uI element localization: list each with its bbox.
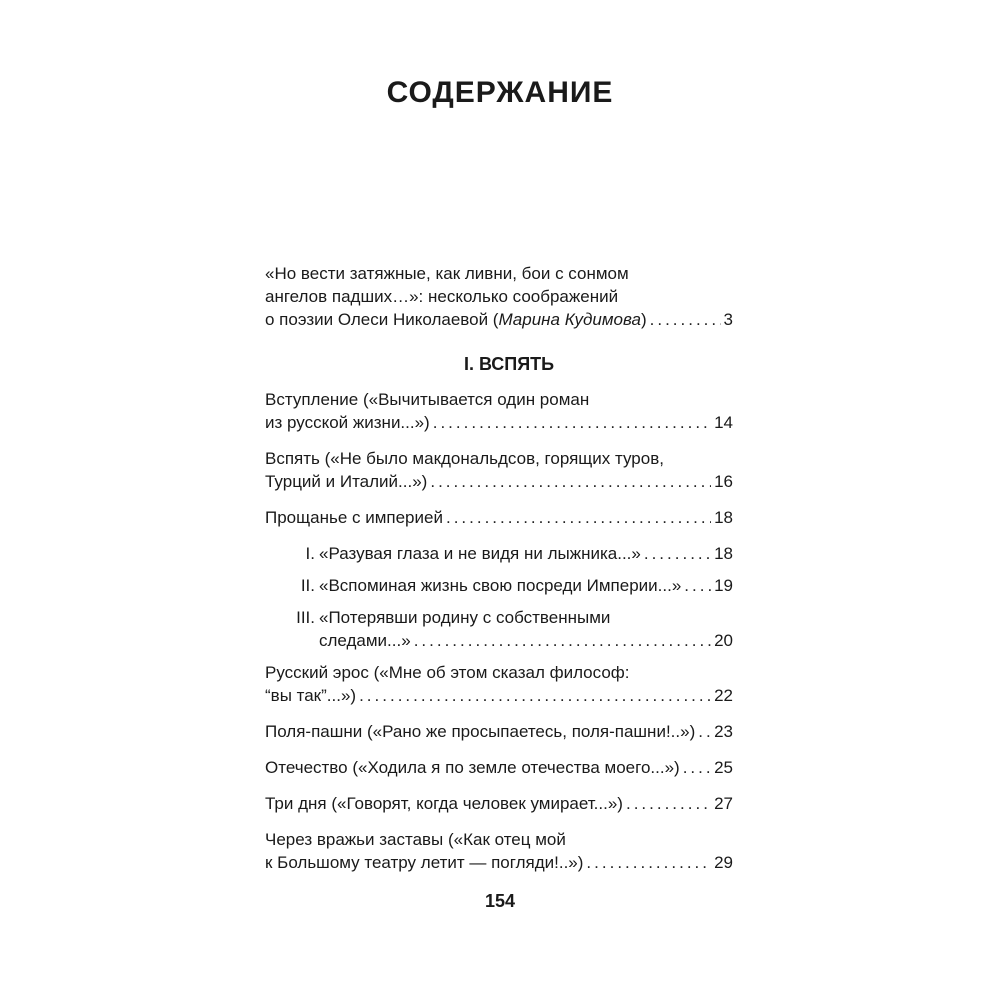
toc-entry-last-line xyxy=(265,506,733,529)
toc-page-number: 19 xyxy=(714,576,733,595)
toc-entry-last-line xyxy=(319,574,733,597)
toc-page-number: 23 xyxy=(714,722,733,741)
dot-leader xyxy=(446,506,711,529)
toc-entry-text: к Большому театру летит — погляди!..») xyxy=(265,853,584,872)
toc-sub-text xyxy=(319,574,733,597)
toc-entry-text: Поля-пашни («Рано же просыпаетесь, поля-пашни!..») xyxy=(265,722,696,741)
toc-page-number: 14 xyxy=(714,413,733,432)
toc-sub-text xyxy=(319,542,733,565)
toc-entry-text: Отечество («Ходила я по земле отечества моего...») xyxy=(265,758,680,777)
toc-page-number: 18 xyxy=(714,544,733,563)
dot-leader xyxy=(644,542,711,565)
toc-entry-last-line xyxy=(265,720,733,743)
section-heading: I. ВСПЯТЬ xyxy=(463,354,555,374)
toc-entry-text: “вы так”...») xyxy=(265,686,357,705)
toc-entry-last-line xyxy=(265,684,733,707)
toc-entry-text: «Разувая глаза и не видя ни лыжника...» xyxy=(319,544,641,563)
toc-sub-entry[interactable] xyxy=(265,542,733,565)
toc-entry[interactable] xyxy=(265,828,733,874)
toc-entry-intro[interactable] xyxy=(265,262,733,331)
section-entries xyxy=(265,388,733,874)
toc-entry-text: из русской жизни...») xyxy=(265,413,430,432)
dot-leader xyxy=(414,629,711,652)
toc-entry-line: ангелов падших…»: несколько соображений xyxy=(265,287,619,306)
toc-entry-last-line xyxy=(265,756,733,779)
dot-leader xyxy=(586,851,711,874)
toc-page-number: 3 xyxy=(723,310,733,329)
dot-leader xyxy=(430,470,711,493)
toc-page-number: 16 xyxy=(714,472,733,491)
dot-leader xyxy=(433,411,711,434)
toc-entry-line: Русский эрос («Мне об этом сказал философ: xyxy=(265,663,630,682)
toc-entry-last-line xyxy=(265,470,733,493)
toc-sub-numeral: III. xyxy=(296,608,315,627)
dot-leader xyxy=(626,792,711,815)
page-title: СОДЕРЖАНИЕ xyxy=(386,76,614,109)
dot-leader xyxy=(698,720,711,743)
toc-entry[interactable] xyxy=(265,792,733,815)
toc-entry-last-line xyxy=(319,542,733,565)
toc-page-number: 27 xyxy=(714,794,733,813)
toc-entry-author: Марина Кудимова xyxy=(498,310,641,329)
footer-page-number: 154 xyxy=(484,891,516,911)
toc-page-number: 22 xyxy=(714,686,733,705)
dot-leader xyxy=(684,574,711,597)
table-of-contents xyxy=(265,262,733,887)
toc-entry-text-prefix: о поэзии Олеси Николаевой ( xyxy=(265,310,499,329)
toc-page-number: 18 xyxy=(714,508,733,527)
toc-entry[interactable] xyxy=(265,506,733,529)
toc-entry-text xyxy=(265,308,647,331)
toc-entry-last-line xyxy=(265,792,733,815)
toc-sub-entry[interactable] xyxy=(265,606,733,652)
toc-sub-text xyxy=(319,606,733,652)
toc-entry-line: «Потерявши родину с собственными xyxy=(319,608,611,627)
toc-page-number: 25 xyxy=(714,758,733,777)
toc-page-number: 20 xyxy=(714,631,733,650)
toc-page-number: 29 xyxy=(714,853,733,872)
toc-entry[interactable] xyxy=(265,447,733,493)
toc-entry-line: «Но вести затяжные, как ливни, бои с сонмом xyxy=(265,264,629,283)
toc-entry-text-suffix: ) xyxy=(640,310,647,329)
toc-entry-text: Три дня («Говорят, когда человек умирает...») xyxy=(265,794,623,813)
toc-entry-text: следами...» xyxy=(319,631,411,650)
dot-leader xyxy=(650,308,721,331)
toc-entry[interactable] xyxy=(265,720,733,743)
toc-sub-entry-body xyxy=(265,542,733,565)
toc-entry[interactable] xyxy=(265,661,733,707)
toc-sub-entry[interactable] xyxy=(265,574,733,597)
toc-entry-line: Через вражьи заставы («Как отец мой xyxy=(265,830,566,849)
toc-entry-last-line xyxy=(319,629,733,652)
toc-entry[interactable] xyxy=(265,756,733,779)
toc-entry-line: Вступление («Вычитывается один роман xyxy=(265,390,590,409)
toc-entry-text: Турций и Италий...») xyxy=(265,472,428,491)
toc-entry-text: Прощанье с империей xyxy=(265,508,443,527)
toc-entry-last-line xyxy=(265,308,733,331)
toc-entry-last-line xyxy=(265,851,733,874)
toc-sub-entry-body xyxy=(265,574,733,597)
toc-entry[interactable] xyxy=(265,388,733,434)
dot-leader xyxy=(683,756,711,779)
dot-leader xyxy=(359,684,711,707)
toc-sub-entry-body xyxy=(265,606,733,652)
toc-entry-line: Вспять («Не было макдональдсов, горящих туров, xyxy=(265,449,664,468)
toc-sub-numeral: II. xyxy=(300,576,315,595)
toc-sub-numeral: I. xyxy=(305,544,315,563)
toc-entry-last-line xyxy=(265,411,733,434)
toc-entry-text: «Вспоминая жизнь свою посреди Империи...» xyxy=(319,576,682,595)
